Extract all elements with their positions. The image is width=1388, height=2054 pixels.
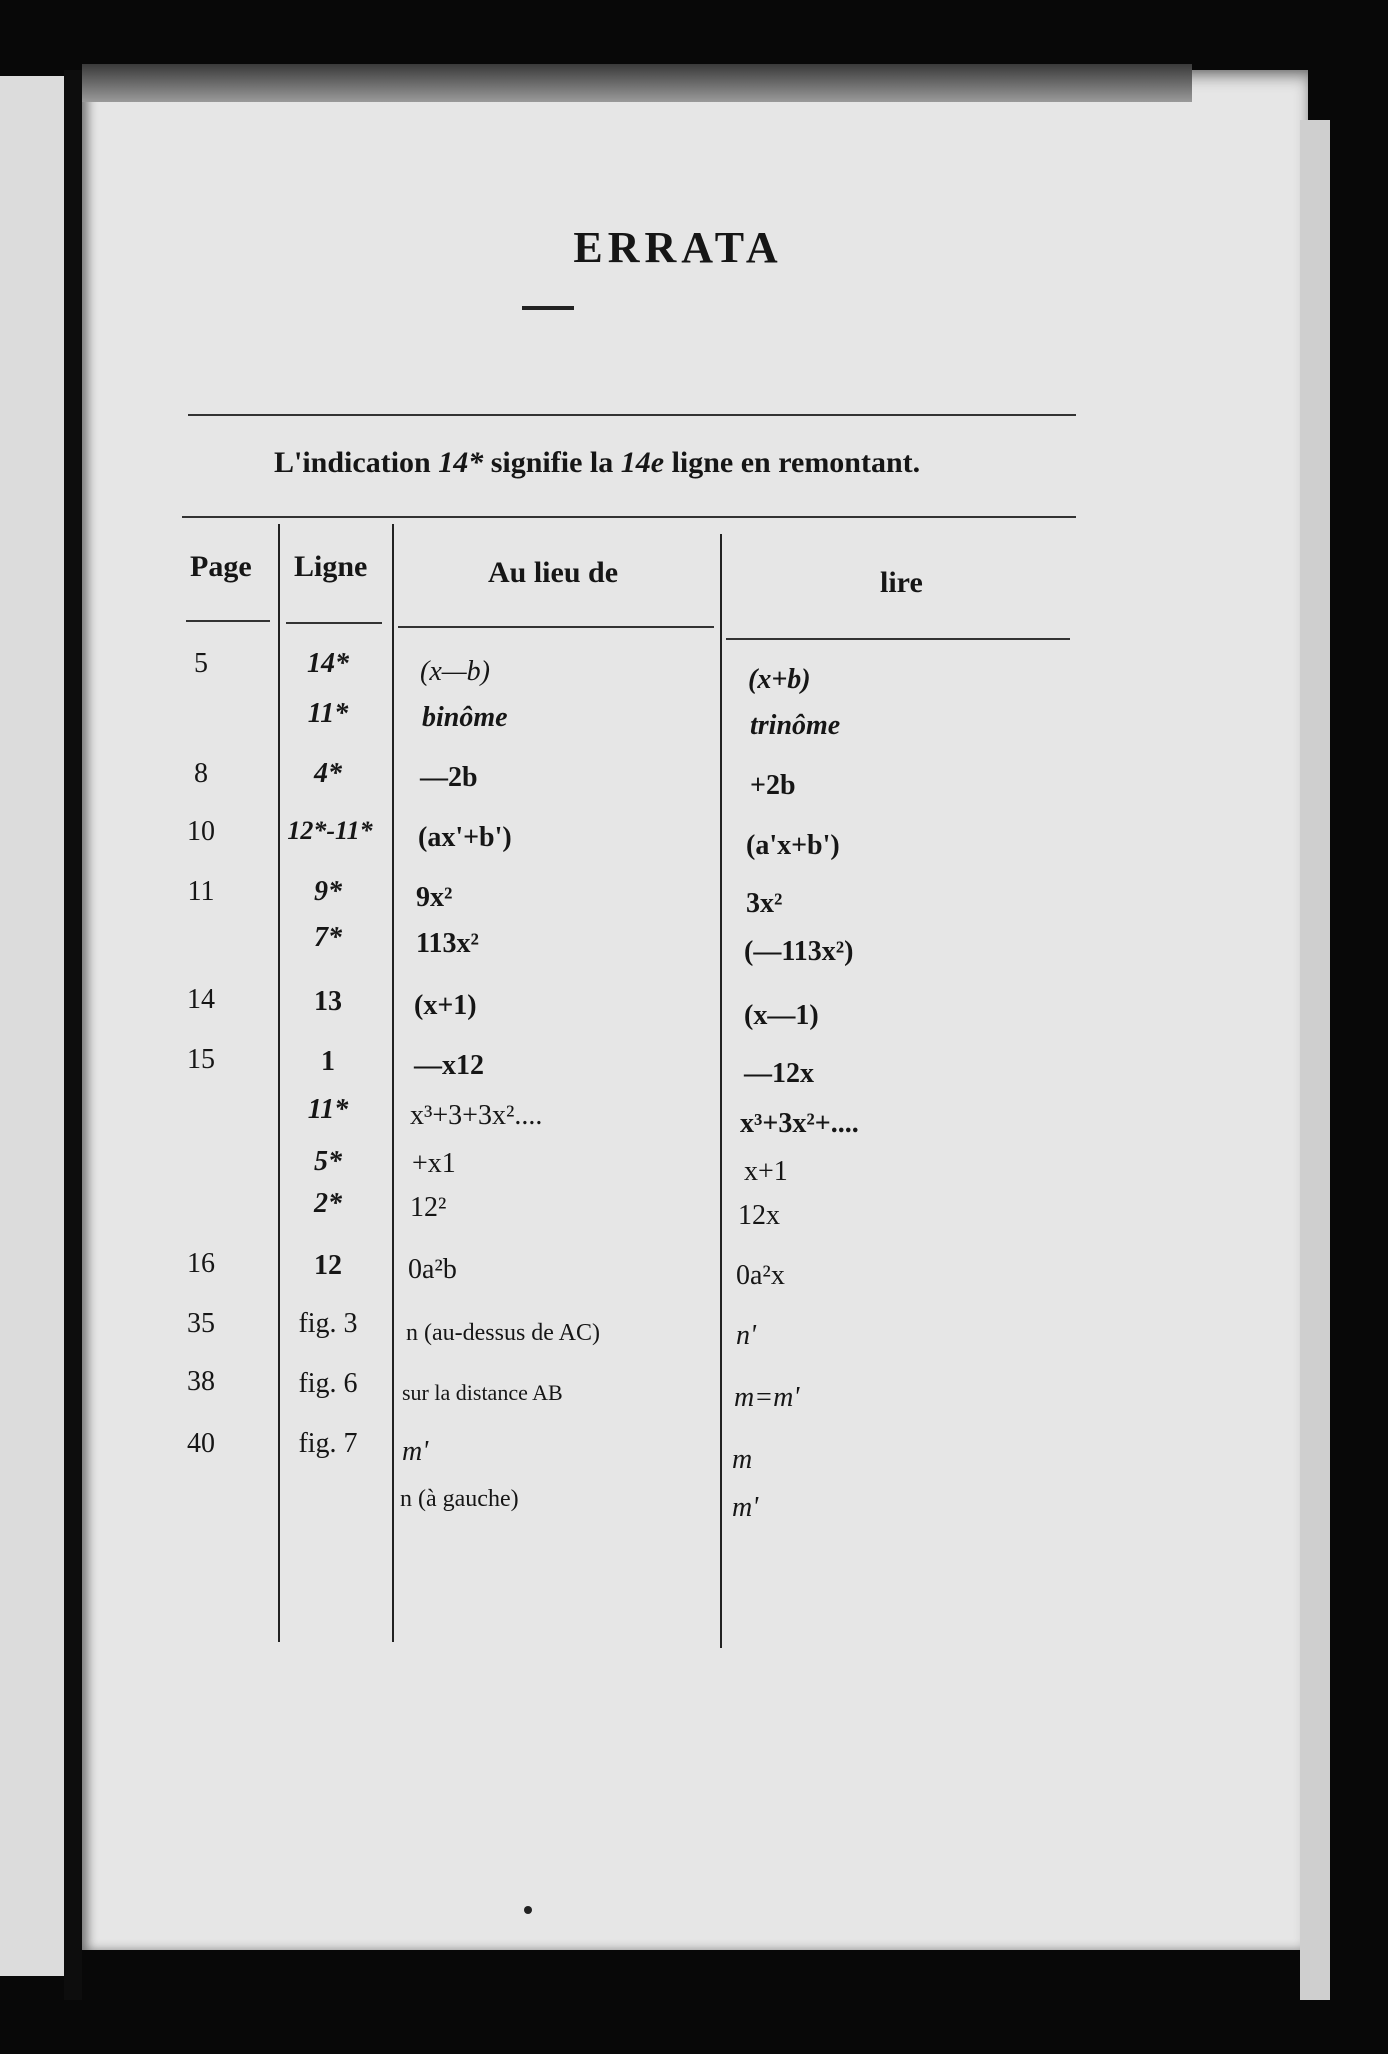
page-top-shadow — [82, 64, 1192, 102]
row-8-au-lieu-de: —x12 — [414, 1050, 484, 1081]
row-7-ligne: 13 — [314, 986, 342, 1017]
title-dash — [522, 306, 574, 310]
rule-header-top — [182, 516, 1076, 518]
row-1-page: 5 — [194, 648, 208, 679]
row-14-lire: m=m' — [734, 1382, 800, 1413]
row-10-ligne: 5* — [314, 1146, 342, 1177]
row-7-page: 14 — [187, 984, 215, 1015]
row-14-page: 38 — [187, 1366, 215, 1397]
row-5-lire: 3x² — [746, 888, 783, 919]
row-10-lire: x+1 — [744, 1156, 788, 1187]
row-15-lire: m — [732, 1444, 753, 1475]
page-speck — [524, 1906, 532, 1914]
row-9-ligne: 11* — [307, 1094, 349, 1125]
rule-header-bottom-1 — [186, 620, 270, 622]
rule-header-bottom-2 — [286, 622, 382, 624]
row-5-ligne: 9* — [314, 876, 342, 907]
col-header-au-lieu-de: Au lieu de — [488, 556, 619, 589]
row-16-au-lieu-de: n (à gauche) — [400, 1486, 519, 1512]
row-11-ligne: 2* — [314, 1188, 342, 1219]
row-1-lire: (x+b) — [748, 664, 811, 695]
row-3-page: 8 — [194, 758, 208, 789]
row-4-page: 10 — [187, 816, 215, 847]
note-suffix: ligne en remontant. — [671, 446, 921, 479]
book-gutter — [64, 70, 82, 2000]
facing-page-edge — [0, 76, 64, 1976]
row-4-ligne: 12*-11* — [287, 816, 373, 845]
row-12-au-lieu-de: 0a²b — [408, 1254, 457, 1285]
row-2-au-lieu-de: binôme — [422, 702, 508, 733]
row-6-ligne: 7* — [314, 922, 342, 953]
row-6-au-lieu-de: 113x² — [416, 928, 479, 959]
note-marker: 14* — [438, 446, 484, 479]
row-4-au-lieu-de: (ax'+b') — [418, 822, 512, 853]
row-9-au-lieu-de: x³+3+3x².... — [410, 1100, 543, 1131]
row-7-au-lieu-de: (x+1) — [414, 990, 477, 1021]
row-12-ligne: 12 — [314, 1250, 342, 1281]
column-divider-1 — [278, 524, 280, 1642]
row-11-lire: 12x — [738, 1200, 780, 1231]
row-12-lire: 0a²x — [736, 1260, 785, 1291]
row-8-lire: —12x — [744, 1058, 814, 1089]
page-title: ERRATA — [573, 223, 783, 272]
row-4-lire: (a'x+b') — [746, 830, 840, 861]
note-marker2: 14e — [620, 446, 665, 479]
row-6-lire: (—113x²) — [744, 936, 854, 967]
errata-note — [274, 446, 920, 480]
rule-header-bottom-3 — [398, 626, 714, 628]
row-13-lire: n' — [736, 1320, 756, 1351]
row-9-lire: x³+3x²+.... — [740, 1108, 859, 1139]
row-10-au-lieu-de: +x1 — [412, 1148, 456, 1179]
col-header-page: Page — [190, 550, 252, 583]
column-divider-2 — [392, 524, 394, 1642]
row-3-ligne: 4* — [314, 758, 342, 789]
note-middle: signifie la — [490, 446, 614, 479]
row-15-ligne: fig. 7 — [298, 1428, 358, 1459]
col-header-lire: lire — [880, 566, 923, 599]
row-1-ligne: 14* — [307, 648, 349, 679]
row-2-ligne: 11* — [307, 698, 349, 729]
column-divider-3 — [720, 534, 722, 1648]
col-header-ligne: Ligne — [294, 550, 368, 583]
row-8-page: 15 — [187, 1044, 215, 1075]
row-12-page: 16 — [187, 1248, 215, 1279]
row-5-page: 11 — [187, 876, 215, 907]
row-7-lire: (x—1) — [744, 1000, 819, 1031]
row-3-lire: +2b — [750, 770, 796, 801]
row-1-au-lieu-de: (x—b) — [420, 656, 490, 687]
row-11-au-lieu-de: 12² — [410, 1192, 447, 1223]
rule-top — [188, 414, 1076, 416]
row-13-page: 35 — [187, 1308, 215, 1339]
row-3-au-lieu-de: —2b — [420, 762, 478, 793]
row-14-ligne: fig. 6 — [298, 1368, 358, 1399]
row-14-au-lieu-de: sur la distance AB — [402, 1380, 563, 1405]
row-13-au-lieu-de: n (au-dessus de AC) — [406, 1320, 600, 1346]
row-16-lire: m' — [732, 1492, 759, 1523]
row-15-page: 40 — [187, 1428, 215, 1459]
row-2-lire: trinôme — [750, 710, 841, 741]
rule-header-bottom-4 — [726, 638, 1070, 640]
note-prefix: L'indication — [274, 446, 431, 479]
row-5-au-lieu-de: 9x² — [416, 882, 453, 913]
row-15-au-lieu-de: m' — [402, 1436, 429, 1467]
row-8-ligne: 1 — [321, 1046, 335, 1077]
page-right-edge — [1300, 120, 1330, 2000]
errata-page — [82, 70, 1308, 1950]
row-13-ligne: fig. 3 — [298, 1308, 358, 1339]
